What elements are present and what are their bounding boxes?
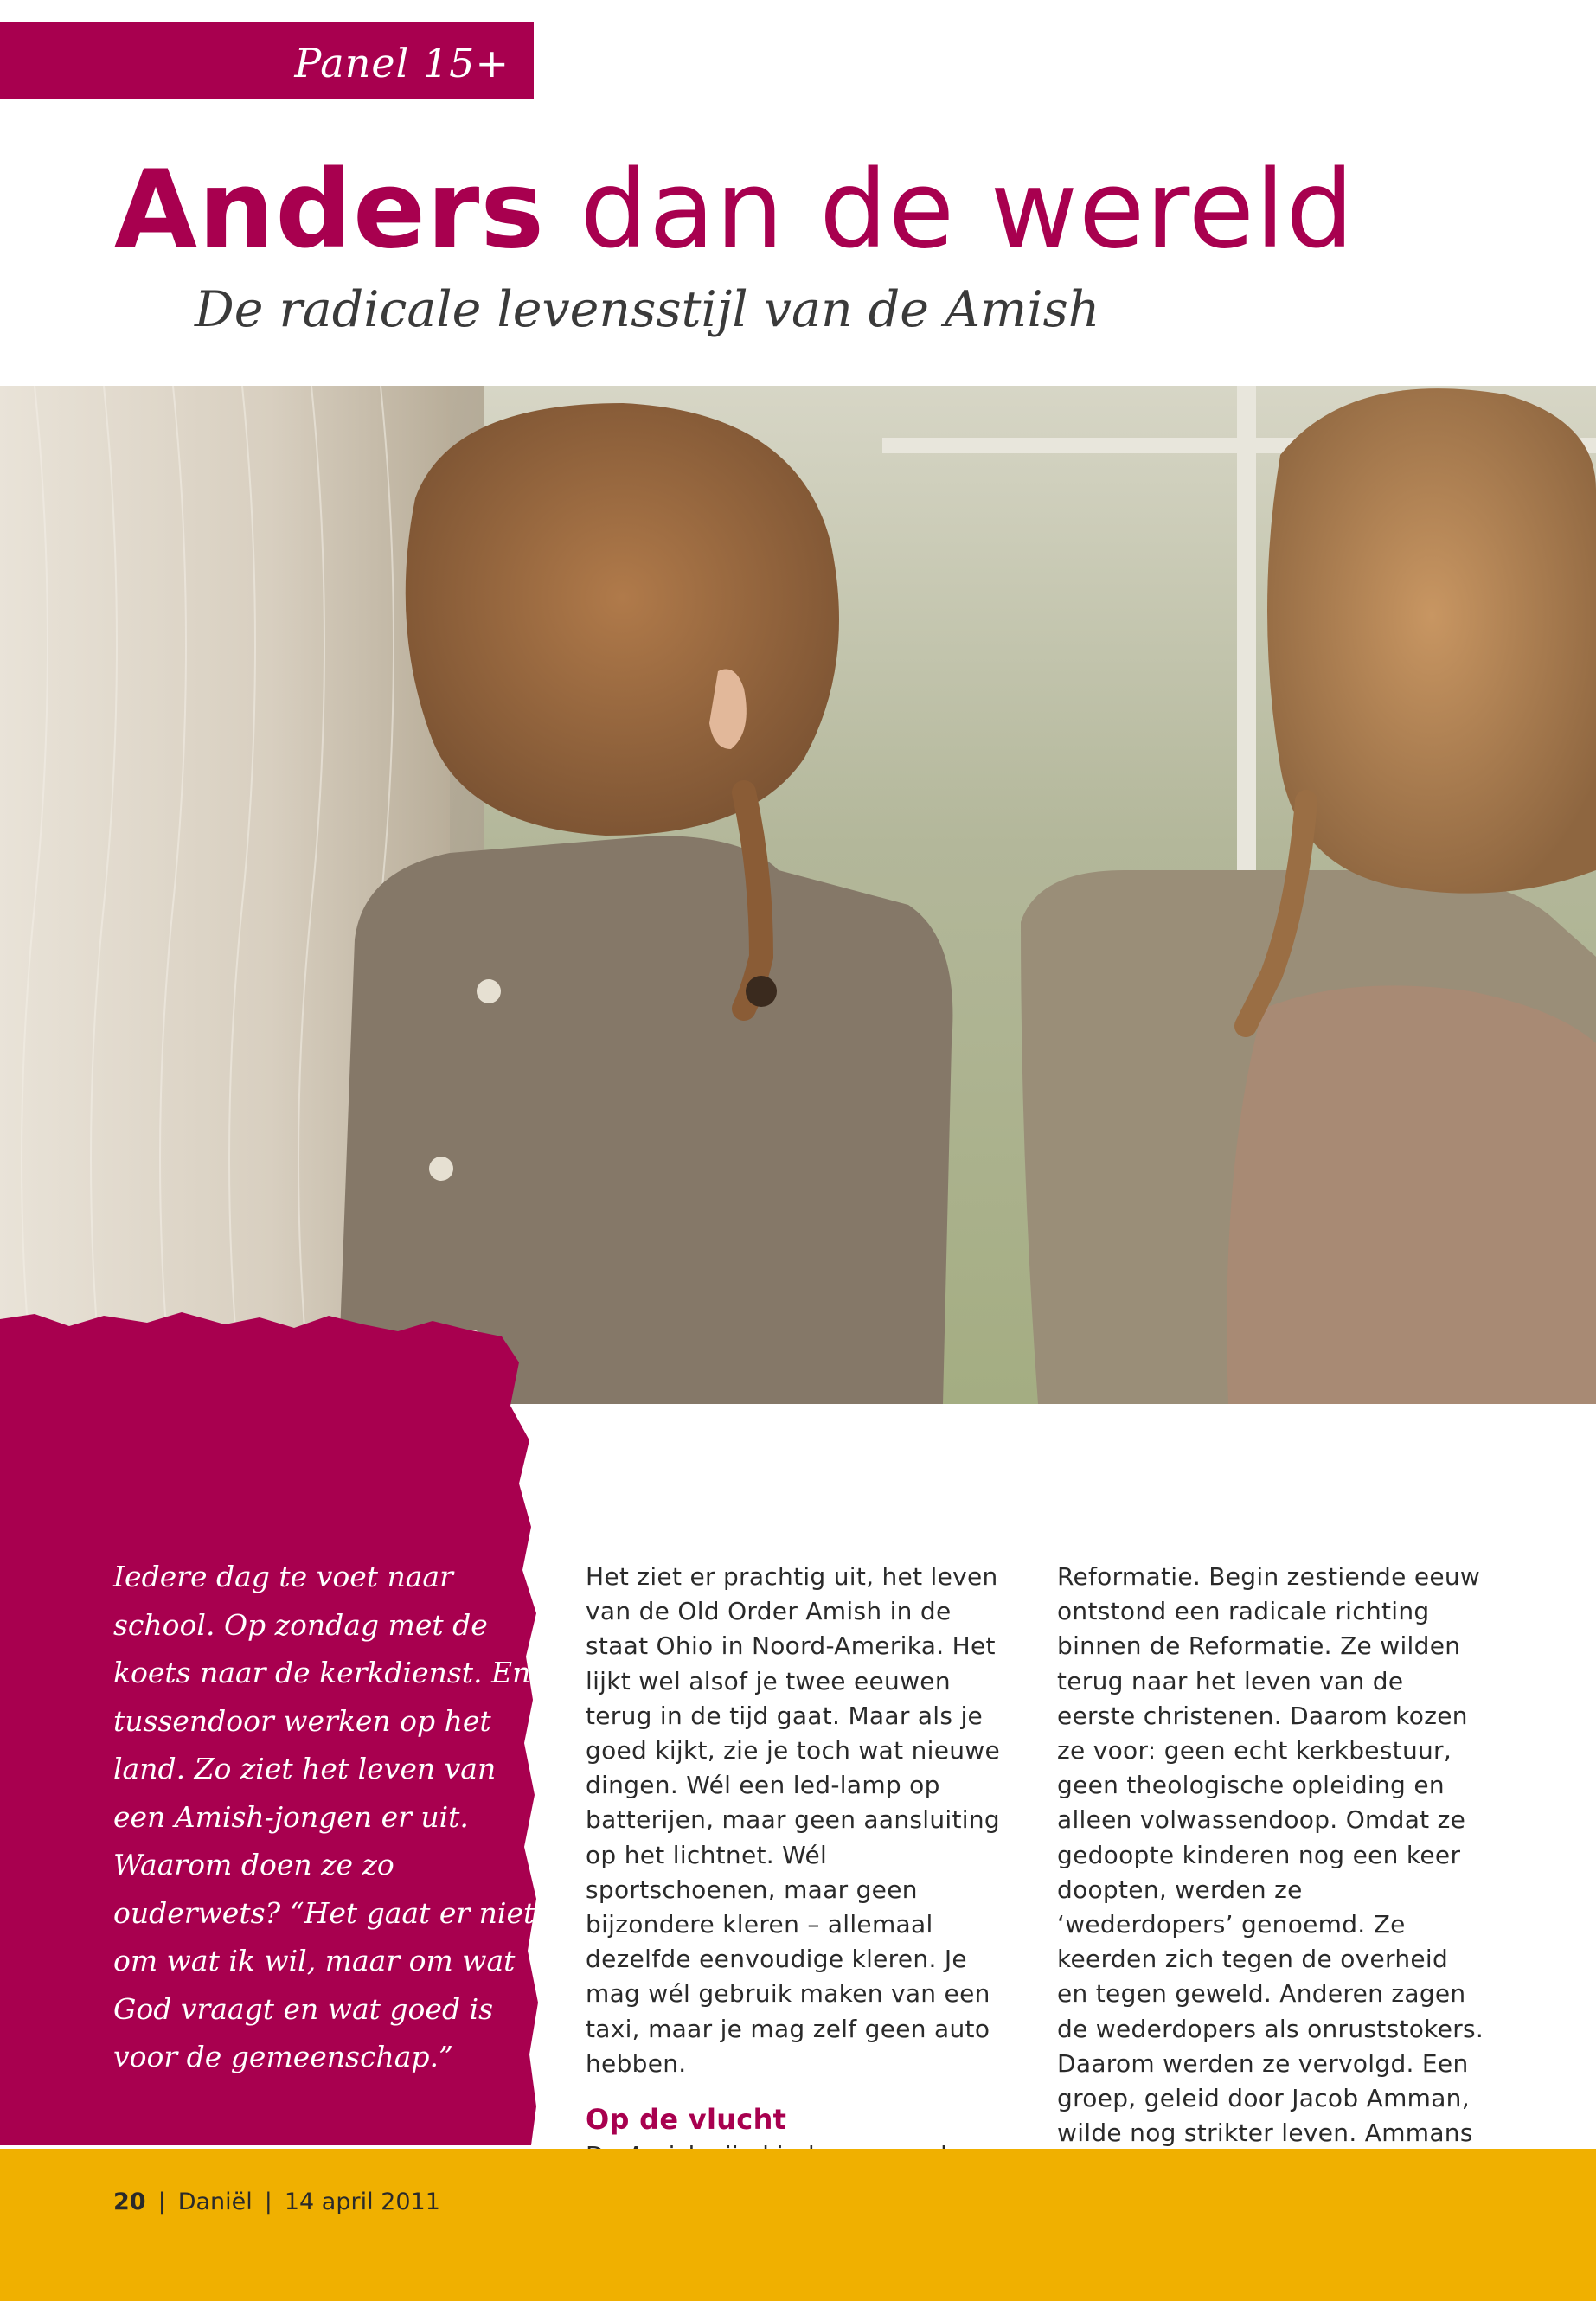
page-number: 20 xyxy=(113,2189,146,2215)
title-bold: Anders xyxy=(114,148,546,272)
article-column-2 xyxy=(1057,1560,1485,2150)
footer-band xyxy=(0,2149,1596,2301)
panel-label-banner xyxy=(0,22,534,99)
section-heading: Op de vlucht xyxy=(586,2103,787,2137)
hero-photo xyxy=(0,386,1596,1404)
page-title xyxy=(114,145,1355,275)
footer-separator: | xyxy=(157,2189,166,2215)
footer-info xyxy=(113,2189,440,2215)
issue-date: 14 april 2011 xyxy=(284,2189,440,2215)
footer-separator: | xyxy=(264,2189,272,2215)
article-paragraph: Het ziet er prachtig uit, het leven van de Old Order Amish in de staat Ohio in Noord-Amerika. Het lijkt wel alsof je twee eeuwen terug in de tijd gaat. Maar als je goed kijkt, zie je toch wat nieuwe dingen. Wél een led-lamp op batterijen, maar geen aansluiting op het lichtnet. Wél sportschoenen, maar geen bijzondere kleren – allemaal dezelfde eenvoudige kleren. Je mag wél gebruik maken van een taxi, maar je mag zelf geen auto hebben. xyxy=(586,1562,1000,2078)
title-rest: dan de wereld xyxy=(545,148,1356,272)
article-column-1 xyxy=(586,1560,1014,2173)
hero-photo-illustration xyxy=(0,386,1596,1404)
magazine-name: Daniël xyxy=(177,2189,253,2215)
page-subtitle: De radicale levensstijl van de Amish xyxy=(195,281,1100,338)
panel-label: Panel 15+ xyxy=(294,40,510,87)
article-paragraph: Reformatie. Begin zestiende eeuw ontstond een radicale richting binnen de Reformatie. Ze wilden terug naar het leven van de eerste christenen. Daarom kozen ze voor: geen echt kerkbestuur, geen theologische opleiding en alleen volwassendoop. Omdat ze gedoopte kinderen nog een keer doopten, werden ze ‘wederdopers’ genoemd. Ze keerden zich tegen de overheid en tegen geweld. Anderen zagen de wederdopers als onruststokers. Daarom werden ze vervolgd. Een groep, geleid door Jacob Amman, wilde nog strikter leven. Ammans xyxy=(1057,1562,1484,2148)
intro-quote: Iedere dag te voet naar school. Op zondag met de koets naar de kerkdienst. En tussendoor werken op het land. Zo ziet het leven van een Amish-jongen er uit. Waarom doen ze zo ouderwets? “Het gaat er niet om wat ik wil, maar om wat God vraagt en wat goed is voor de gemeenschap.” xyxy=(113,1560,535,2073)
